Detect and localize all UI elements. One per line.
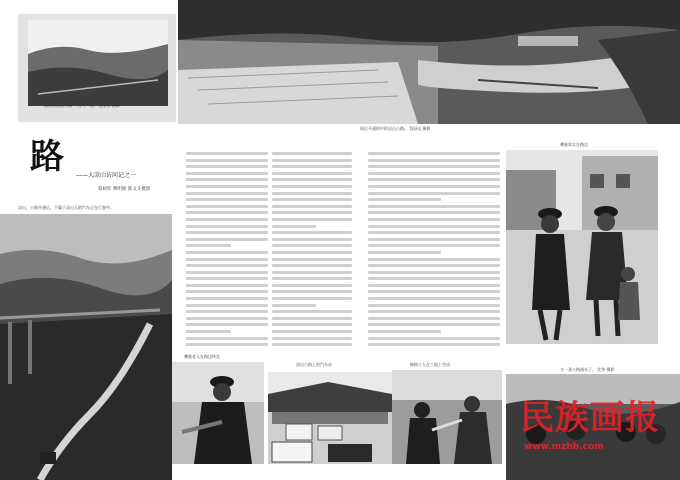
article-subtitle: ——大凉山访问记之一 — [76, 172, 137, 179]
photo-workers — [392, 370, 502, 464]
caption-top-right: 雨后开通的中的凉山公路。 蔡舒远 摄影 — [360, 126, 431, 131]
caption-bottom-4: 又一条公路通车了。 沈华 摄影 — [560, 367, 615, 372]
photo-bus-station — [268, 372, 392, 464]
text-column-3 — [368, 152, 500, 352]
text-column-2 — [272, 152, 352, 352]
lead-caption: 凉山，公路开通后，不属于凉山人的汽车正在行驶中。 — [18, 205, 114, 210]
caption-right-top: 彝族男女在路边 — [560, 142, 588, 147]
article-authors: 蔡树钦 曹明勋 陈文斗摄影 — [98, 187, 151, 192]
article-title: 路 — [30, 137, 64, 177]
caption-top-left: 雨后的凉山公路 一九八一年。 沈华华 摄影 — [44, 103, 120, 108]
caption-bottom-1: 彝族老人在路边休息 — [184, 354, 220, 359]
text-column-1 — [186, 152, 268, 352]
caption-bottom-3: 修路工人在工地上劳动 — [410, 362, 450, 367]
watermark-url: www.mzhb.com — [524, 442, 604, 452]
photo-elder — [172, 362, 264, 464]
photo-top-panorama — [178, 0, 680, 124]
photo-mountain-road — [0, 214, 172, 480]
caption-bottom-2: 凉山公路上的汽车站 — [296, 362, 332, 367]
photo-yi-people — [506, 150, 658, 344]
watermark-logo: 民族画报 — [520, 398, 660, 438]
